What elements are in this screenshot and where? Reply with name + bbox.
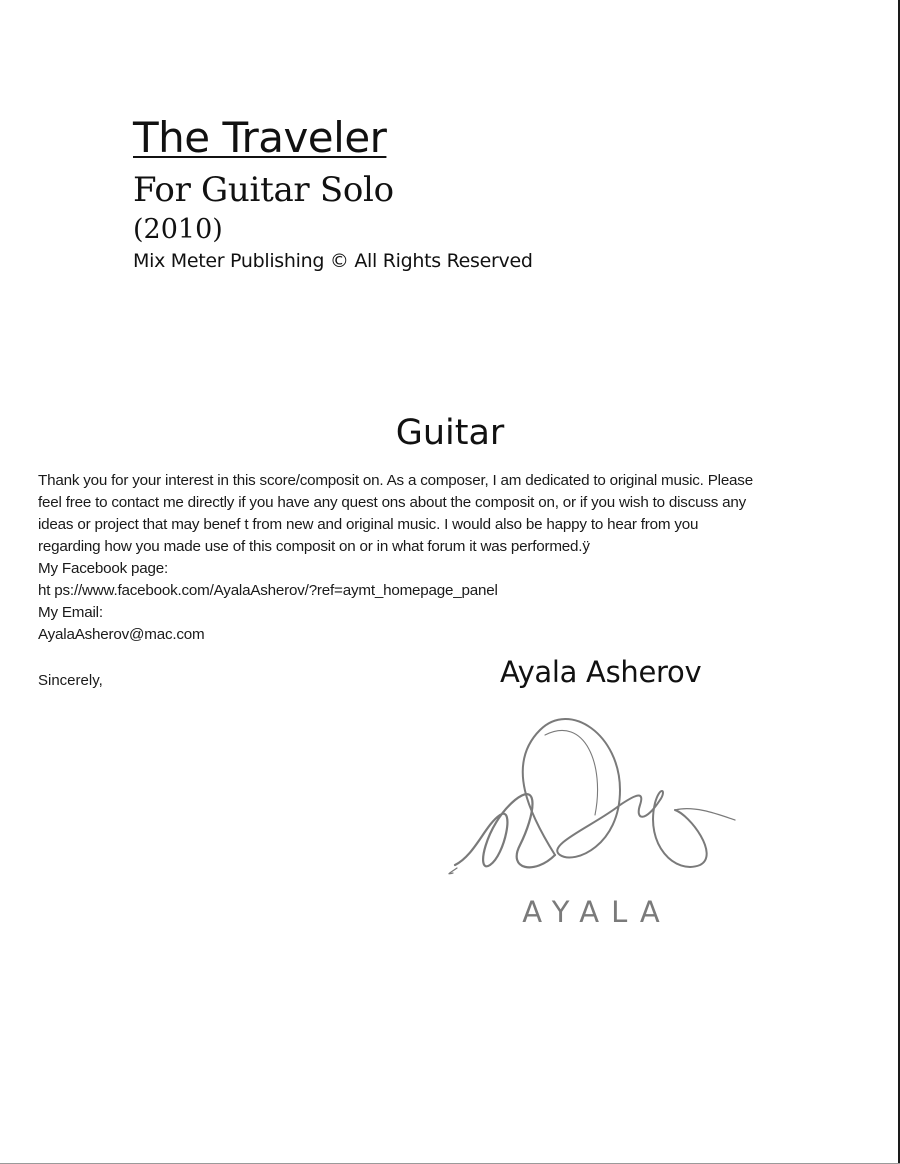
facebook-label: My Facebook page:: [38, 560, 168, 577]
author-name: Ayala Asherov: [500, 655, 702, 689]
message-line: feel free to contact me directly if you have any quest ons about the composit on, or if you wish to discuss any: [38, 494, 747, 511]
message-line: regarding how you made use of this composit on or in what forum it was performed.ÿ: [38, 538, 590, 555]
signature-logo-text: AYALA: [522, 895, 672, 929]
facebook-link[interactable]: ht ps://www.facebook.com/AyalaAsherov/?ref=aymt_homepage_panel: [38, 582, 498, 599]
message-line: ideas or project that may benef t from new and original music. I would also be happy to hear from you: [38, 516, 699, 533]
score-title: The Traveler: [133, 113, 387, 162]
closing-text: Sincerely,: [38, 672, 103, 689]
instrument-heading: Guitar: [395, 413, 505, 453]
score-subtitle: For Guitar Solo: [133, 170, 394, 210]
composer-message: [38, 470, 888, 646]
composition-year: (2010): [133, 214, 223, 245]
email-label: My Email:: [38, 604, 103, 621]
message-line: Thank you for your interest in this score/composit on. As a composer, I am dedicated to original music. Please: [38, 472, 753, 489]
email-link[interactable]: AyalaAsherov@mac.com: [38, 626, 205, 643]
copyright-notice: Mix Meter Publishing © All Rights Reserved: [133, 250, 533, 272]
signature-logo: [445, 705, 745, 945]
title-block: [133, 112, 533, 274]
